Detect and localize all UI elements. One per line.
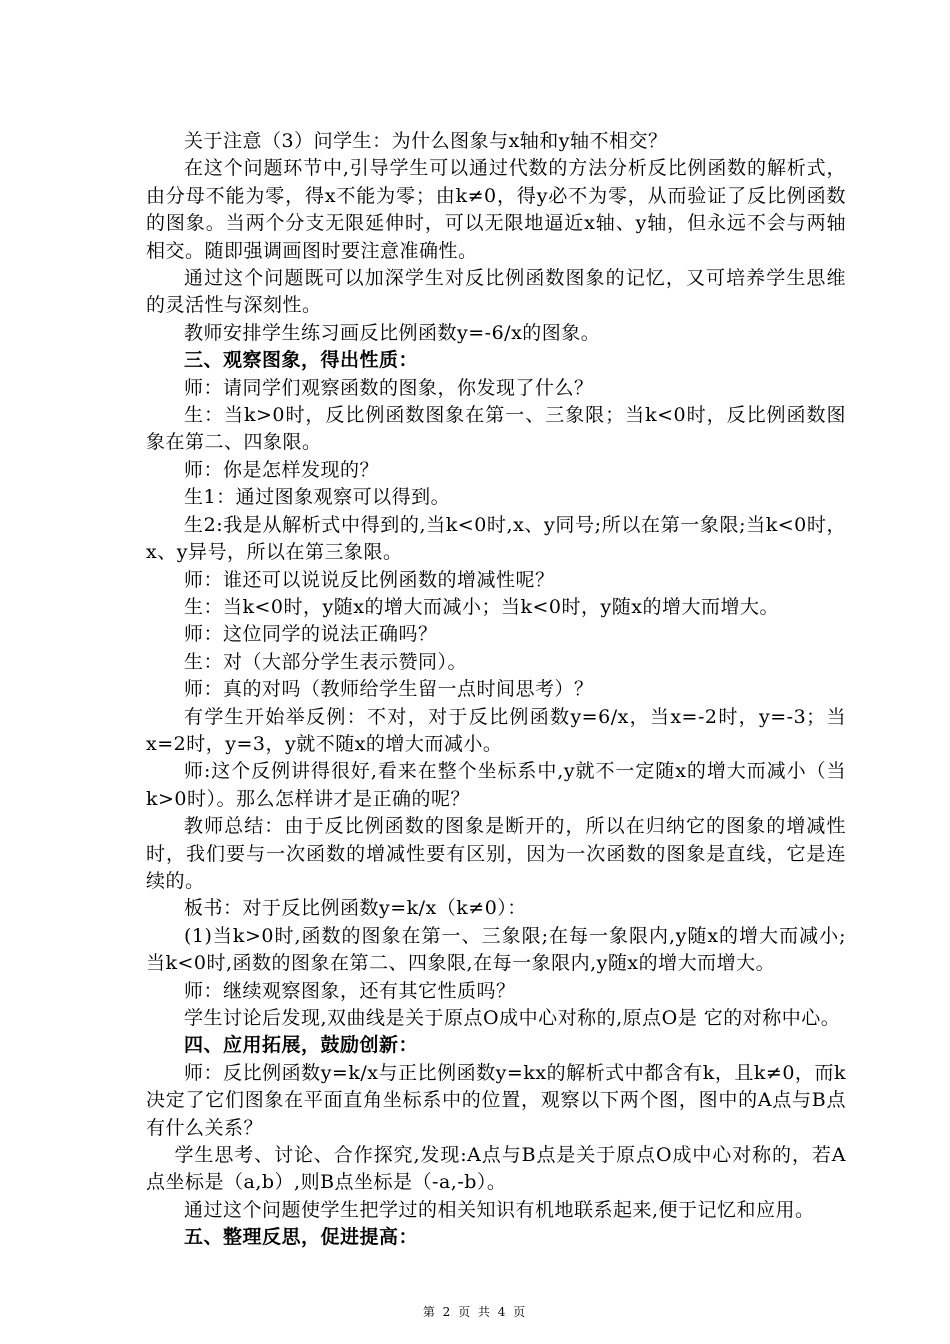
paragraph: 有学生开始举反例：不对，对于反比例函数y=6/x，当x=-2时，y=-3；当x=2时，y=3，y就不随x的增大而减小。 (146, 705, 846, 755)
paragraph: 师：谁还可以说说反比例函数的增减性呢？ (184, 568, 555, 591)
page-footer: 第 2 页 共 4 页 (422, 1305, 528, 1319)
paragraph: 学生讨论后发现,双曲线是关于原点O成中心对称的,原点O是 它的对称中心。 (184, 1007, 841, 1029)
paragraph: 师：这位同学的说法正确吗？ (184, 623, 438, 646)
paragraph: 师：继续观察图象，还有其它性质吗？ (184, 979, 516, 1002)
section-heading: 五、整理反思，促进提高： (184, 1226, 419, 1249)
paragraph: 关于注意（3）问学生：为什么图象与x轴和y轴不相交？ (184, 130, 668, 152)
paragraph: 教师总结：由于反比例函数的图象是断开的，所以在归纳它的图象的增减性时，我们要与一次函数的增减性要有区别，因为一次函数的图象是直线，它是连续的。 (146, 815, 846, 892)
paragraph: 师：你是怎样发现的？ (184, 458, 380, 481)
paragraph: 师：真的对吗（教师给学生留一点时间思考）？ (184, 678, 594, 701)
paragraph: 通过这个问题既可以加深学生对反比例函数图象的记忆，又可培养学生思维的灵活性与深刻性。 (146, 267, 846, 317)
paragraph: 教师安排学生练习画反比例函数y=-6/x的图象。 (184, 321, 601, 344)
paragraph: (1)当k>0时,函数的图象在第一、三象限;在每一象限内,y随x的增大而减小;当k<0时,函数的图象在第二、四象限,在每一象限内,y随x的增大而增大。 (146, 924, 846, 975)
paragraph: 在这个问题环节中,引导学生可以通过代数的方法分析反比例函数的解析式，由分母不能为零，得x不能为零；由k≠0，得y必不为零，从而验证了反比例函数的图象。当两个分支无限延伸时，可以无限地逼近x轴、y轴，但永远不会与两轴相交。随即强调画图时要注意准确性。 (146, 157, 846, 262)
paragraph: 生2:我是从解析式中得到的,当k<0时,x、y同号;所以在第一象限;当k<0时，x、y异号，所以在第三象限。 (146, 513, 846, 564)
paragraph: 生：对（大部分学生表示赞同）。 (184, 650, 468, 673)
paragraph: 生1：通过图象观察可以得到。 (184, 486, 451, 509)
paragraph: 师：反比例函数y=k/x与正比例函数y=kx的解析式中都含有k，且k≠0，而k决定了它们图象在平面直角坐标系中的位置，观察以下两个图，图中的A点与B点有什么关系？ (146, 1061, 846, 1139)
paragraph: 生：当k>0时，反比例函数图象在第一、三象限；当k<0时，反比例函数图象在第二、四象限。 (146, 404, 846, 454)
paragraph: 学生思考、讨论、合作探究,发现:A点与B点是关于原点O成中心对称的，若A点坐标是（a,b）,则B点坐标是（-a,-b）。 (146, 1144, 846, 1194)
section-heading: 四、应用拓展，鼓励创新： (184, 1034, 419, 1057)
paragraph: 师:这个反例讲得很好,看来在整个坐标系中,y就不一定随x的增大而减小（当k>0时）。那么怎样讲才是正确的呢？ (146, 760, 846, 810)
paragraph: 通过这个问题使学生把学过的相关知识有机地联系起来,便于记忆和应用。 (184, 1198, 815, 1221)
section-heading: 三、观察图象，得出性质： (184, 349, 419, 372)
document-body (146, 128, 846, 1252)
paragraph: 师：请同学们观察函数的图象，你发现了什么？ (184, 376, 594, 399)
paragraph: 生：当k<0时，y随x的增大而减小；当k<0时，y随x的增大而增大。 (184, 595, 779, 618)
paragraph: 板书：对于反比例函数y=k/x（k≠0）： (184, 897, 527, 920)
